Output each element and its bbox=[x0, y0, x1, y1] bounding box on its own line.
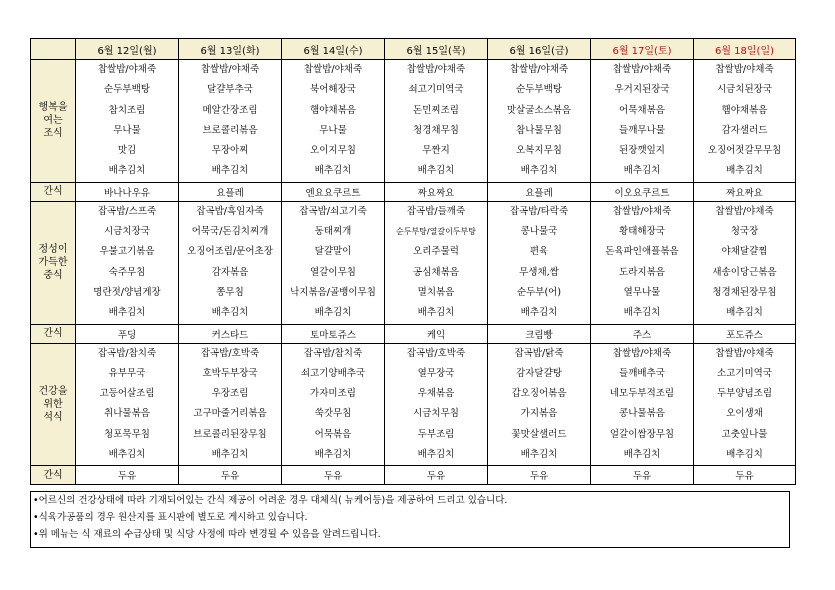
menu-item: 감자볶음 bbox=[211, 266, 249, 278]
menu-item: 순두부탕/열갈이두부탕 bbox=[396, 227, 476, 237]
snack-label: 간식 bbox=[31, 182, 76, 201]
menu-item: 순두부백탕 bbox=[516, 84, 562, 96]
snack-cell: 푸딩 bbox=[76, 324, 179, 343]
menu-item: 취나물볶음 bbox=[104, 408, 150, 420]
snack-cell: 두유 bbox=[488, 466, 591, 485]
menu-item: 배추김치 bbox=[211, 449, 249, 461]
day-header-weekend: 6월 17일(토) bbox=[591, 39, 694, 60]
menu-item: 배추김치 bbox=[211, 307, 249, 319]
menu-item: 햄야채볶음 bbox=[721, 104, 768, 116]
menu-item: 꽃맛살샐러드 bbox=[511, 428, 567, 440]
menu-item: 순두부백탕 bbox=[104, 84, 150, 96]
menu-item: 찹쌀밥/야채죽 bbox=[715, 205, 774, 217]
lunch-day-cell bbox=[591, 201, 694, 324]
menu-item: 배추김치 bbox=[314, 165, 352, 177]
menu-item: 참치조림 bbox=[108, 104, 146, 116]
menu-item: 배추김치 bbox=[520, 165, 558, 177]
menu-item: 가자미조림 bbox=[310, 388, 356, 400]
menu-item: 브로콜리된장무침 bbox=[193, 428, 267, 440]
dinner-day-cell bbox=[591, 343, 694, 466]
menu-item: 열무장국 bbox=[417, 367, 455, 379]
snack-label: 간식 bbox=[31, 324, 76, 343]
menu-item: 감자샐러드 bbox=[721, 124, 768, 136]
snack-cell: 크림빵 bbox=[488, 324, 591, 343]
menu-item: 잡곡밥/참치죽 bbox=[303, 347, 363, 359]
day-header: 6월 15일(목) bbox=[385, 39, 488, 60]
menu-item: 멸치볶음 bbox=[417, 286, 455, 298]
menu-item: 순두부(어) bbox=[516, 286, 562, 298]
menu-item: 맛살굴소스볶음 bbox=[506, 104, 572, 116]
menu-item: 공심채볶음 bbox=[413, 266, 459, 278]
weekly-menu-table bbox=[30, 38, 796, 485]
note-line: •위 메뉴는 식 재료의 수급상태 및 식당 사정에 따라 변경될 수 있음을 알려드립니다. bbox=[33, 529, 381, 540]
menu-item: 잡곡밥/쇠고기죽 bbox=[299, 205, 367, 217]
menu-item: 열갈이무침 bbox=[310, 266, 356, 278]
menu-item: 어묵국/돈김치찌개 bbox=[191, 226, 269, 238]
menu-item: 시금치장국 bbox=[104, 226, 150, 238]
dinner-day-cell bbox=[694, 343, 796, 466]
menu-item: 찹쌀밥/야채죽 bbox=[612, 64, 672, 75]
lunch-day-cell bbox=[694, 201, 796, 324]
menu-item: 햄야채볶음 bbox=[310, 104, 356, 116]
menu-item: 잡곡밥/타락죽 bbox=[509, 205, 569, 217]
menu-item: 청포묵무침 bbox=[104, 428, 150, 440]
snack-cell: 요플레 bbox=[488, 182, 591, 201]
menu-item: 배추김치 bbox=[726, 165, 763, 177]
menu-item: 배추김치 bbox=[417, 307, 455, 319]
menu-item: 들깨무나물 bbox=[619, 124, 665, 136]
day-header: 6월 16일(금) bbox=[488, 39, 591, 60]
menu-item: 찹쌀밥/야채죽 bbox=[406, 64, 466, 75]
menu-item: 네모두부적조림 bbox=[609, 388, 675, 400]
menu-item: 배추김치 bbox=[520, 449, 558, 461]
snack-cell: 두유 bbox=[76, 466, 179, 485]
breakfast-label bbox=[31, 60, 76, 183]
day-header: 6월 13일(화) bbox=[179, 39, 282, 60]
menu-item: 쫑무침 bbox=[216, 286, 244, 298]
menu-item: 배추김치 bbox=[211, 165, 249, 177]
menu-item: 배추김치 bbox=[108, 449, 146, 461]
menu-item: 우거지된장국 bbox=[614, 84, 670, 96]
dinner-day-cell bbox=[76, 343, 179, 466]
note-line: •식육가공품의 경우 원산지를 표시판에 별도로 게시하고 있습니다. bbox=[33, 512, 308, 523]
menu-item: 호박두부장국 bbox=[202, 367, 258, 379]
label-line: 위한 bbox=[43, 398, 63, 410]
breakfast-day-cell bbox=[385, 60, 488, 183]
menu-item: 콩나물볶음 bbox=[619, 408, 665, 420]
menu-item: 시금치된장국 bbox=[716, 84, 773, 96]
snack-cell: 두유 bbox=[591, 466, 694, 485]
menu-item: 숙주무침 bbox=[108, 266, 146, 278]
dinner-row bbox=[31, 343, 796, 466]
breakfast-day-cell bbox=[694, 60, 796, 183]
menu-item: 무나물 bbox=[319, 124, 347, 136]
menu-item: 찹쌀밥/야채죽 bbox=[509, 64, 569, 75]
day-header: 6월 12일(월) bbox=[76, 39, 179, 60]
lunch-day-cell bbox=[488, 201, 591, 324]
note-line: •어르신의 건강상태에 따라 기재되어있는 간식 제공이 어려운 경우 대체식( 뉴케어등)을 제공하여 드리고 있습니다. bbox=[33, 495, 508, 506]
menu-item: 감자달걀탕 bbox=[516, 367, 562, 379]
menu-item: 배추김치 bbox=[726, 449, 763, 461]
menu-item: 된장깻잎지 bbox=[619, 145, 665, 157]
menu-item: 잡곡밥/흑임자죽 bbox=[196, 205, 264, 217]
menu-item: 쇠고기미역국 bbox=[408, 84, 464, 96]
menu-item: 배추김치 bbox=[314, 449, 352, 461]
menu-item: 들깨배추국 bbox=[619, 367, 665, 379]
snack-cell: 케익 bbox=[385, 324, 488, 343]
dinner-day-cell bbox=[282, 343, 385, 466]
label-line: 조식 bbox=[43, 128, 63, 140]
menu-item: 잡곡밥/호박죽 bbox=[200, 347, 260, 359]
menu-item: 배추김치 bbox=[520, 307, 558, 319]
menu-item: 배추김치 bbox=[417, 449, 455, 461]
menu-item: 황태해장국 bbox=[619, 226, 665, 238]
snack-cell: 커스타드 bbox=[179, 324, 282, 343]
lunch-day-cell bbox=[385, 201, 488, 324]
day-header-weekend: 6월 18일(일) bbox=[694, 39, 796, 60]
lunch-day-cell bbox=[282, 201, 385, 324]
menu-item: 배추김치 bbox=[623, 449, 661, 461]
lunch-day-cell bbox=[76, 201, 179, 324]
menu-item: 돈육파인애플볶음 bbox=[605, 246, 679, 258]
lunch-label bbox=[31, 201, 76, 324]
menu-item: 시금치무침 bbox=[413, 408, 459, 420]
corner-cell bbox=[31, 39, 76, 60]
menu-item: 우채볶음 bbox=[417, 388, 455, 400]
menu-item: 콩나물국 bbox=[520, 226, 558, 238]
menu-item: 청국장 bbox=[730, 226, 759, 238]
menu-item: 잡곡밥/호박죽 bbox=[406, 347, 466, 359]
menu-item: 북어해장국 bbox=[310, 84, 356, 96]
menu-item: 쇠고기양배추국 bbox=[300, 367, 366, 379]
menu-item: 잡곡밥/참치죽 bbox=[97, 347, 157, 359]
menu-item: 오복지무침 bbox=[516, 145, 562, 157]
menu-item: 무나물 bbox=[113, 124, 141, 136]
menu-item: 배추김치 bbox=[108, 307, 146, 319]
menu-item: 청경채무침 bbox=[413, 124, 459, 136]
menu-item: 잡곡밥/닭죽 bbox=[514, 347, 564, 359]
label-line: 정성이 bbox=[38, 244, 68, 256]
snack-cell: 토마토쥬스 bbox=[282, 324, 385, 343]
menu-item: 오리주물럭 bbox=[413, 246, 459, 258]
menu-item: 두부양념조림 bbox=[716, 388, 773, 400]
menu-item: 편육 bbox=[529, 246, 549, 258]
menu-item: 열무나물 bbox=[623, 286, 661, 298]
menu-item: 우불고기볶음 bbox=[99, 246, 155, 258]
label-line: 건강을 bbox=[38, 385, 68, 397]
breakfast-row bbox=[31, 60, 796, 183]
menu-item: 찹쌀밥/야채죽 bbox=[612, 205, 672, 217]
label-line: 가득한 bbox=[38, 257, 68, 269]
snack-cell: 주스 bbox=[591, 324, 694, 343]
menu-item: 두부조림 bbox=[417, 428, 455, 440]
menu-item: 찹쌀밥/야채죽 bbox=[303, 64, 363, 75]
dinner-day-cell bbox=[488, 343, 591, 466]
snack-row bbox=[31, 324, 796, 343]
menu-item: 돈민찌조림 bbox=[413, 104, 459, 116]
menu-item: 동태찌개 bbox=[314, 226, 352, 238]
menu-item: 어묵볶음 bbox=[314, 428, 352, 440]
snack-row bbox=[31, 182, 796, 201]
menu-item: 무장아찌 bbox=[211, 145, 249, 157]
menu-item: 찹쌀밥/야채죽 bbox=[97, 64, 157, 75]
menu-item: 우장조림 bbox=[211, 388, 249, 400]
menu-item: 고구마줄거리볶음 bbox=[193, 408, 267, 420]
breakfast-day-cell bbox=[282, 60, 385, 183]
menu-item: 달걀부추국 bbox=[207, 84, 253, 96]
header-row bbox=[31, 39, 796, 60]
snack-cell: 두유 bbox=[179, 466, 282, 485]
breakfast-day-cell bbox=[76, 60, 179, 183]
dinner-day-cell bbox=[179, 343, 282, 466]
menu-item: 찹쌀밥/야채죽 bbox=[200, 64, 260, 75]
label-line: 석식 bbox=[43, 411, 63, 423]
snack-cell: 두유 bbox=[694, 466, 796, 485]
menu-item: 청경채된장무침 bbox=[712, 286, 777, 298]
snack-cell: 두유 bbox=[282, 466, 385, 485]
menu-item: 쑥갓무침 bbox=[314, 408, 352, 420]
dinner-day-cell bbox=[385, 343, 488, 466]
menu-item: 오징어젓갈무무침 bbox=[707, 145, 782, 157]
menu-item: 브로콜리볶음 bbox=[202, 124, 258, 136]
menu-item: 맛김 bbox=[117, 145, 137, 157]
menu-item: 갑오징어볶음 bbox=[511, 388, 567, 400]
menu-item: 야채달걀찜 bbox=[721, 246, 768, 258]
menu-item: 메알간장조림 bbox=[202, 104, 258, 116]
snack-cell: 포도쥬스 bbox=[694, 324, 796, 343]
snack-cell: 이오요쿠르트 bbox=[591, 182, 694, 201]
lunch-day-cell bbox=[179, 201, 282, 324]
snack-label: 간식 bbox=[31, 466, 76, 485]
menu-item: 어묵채볶음 bbox=[619, 104, 665, 116]
menu-item: 배추김치 bbox=[314, 307, 352, 319]
snack-cell: 짜요짜요 bbox=[694, 182, 796, 201]
menu-item: 유부무국 bbox=[108, 367, 146, 379]
menu-item: 고춧잎나물 bbox=[721, 428, 768, 440]
dinner-label bbox=[31, 343, 76, 466]
snack-cell: 바나나우유 bbox=[76, 182, 179, 201]
menu-item: 고등어살조림 bbox=[99, 388, 155, 400]
menu-item: 찹쌀밥/야채죽 bbox=[612, 347, 672, 359]
lunch-row bbox=[31, 201, 796, 324]
menu-item: 배추김치 bbox=[623, 307, 661, 319]
menu-item: 배추김치 bbox=[108, 165, 146, 177]
menu-item: 명란젓/양념게장 bbox=[93, 286, 161, 298]
snack-cell: 두유 bbox=[385, 466, 488, 485]
menu-item: 낙지볶음/골뱅이무침 bbox=[290, 286, 376, 298]
menu-item: 찹쌀밥/야채죽 bbox=[715, 347, 774, 359]
label-line: 행복을 bbox=[38, 102, 68, 114]
menu-item: 얼갈이쌈장무침 bbox=[609, 428, 675, 440]
menu-item: 무짠지 bbox=[422, 145, 450, 157]
menu-item: 무생채,쌈 bbox=[519, 266, 559, 278]
menu-item: 배추김치 bbox=[417, 165, 455, 177]
menu-item: 참나물무침 bbox=[516, 124, 562, 136]
menu-item: 달걀말이 bbox=[314, 246, 352, 258]
menu-item: 오이지무침 bbox=[310, 145, 356, 157]
menu-item: 배추김치 bbox=[726, 307, 763, 319]
label-line: 중식 bbox=[43, 270, 63, 282]
menu-item: 가지볶음 bbox=[520, 408, 558, 420]
menu-item: 소고기미역국 bbox=[716, 367, 773, 379]
menu-item: 새송이당근볶음 bbox=[712, 266, 777, 278]
breakfast-day-cell bbox=[179, 60, 282, 183]
menu-item: 오이생채 bbox=[726, 408, 763, 420]
breakfast-day-cell bbox=[591, 60, 694, 183]
menu-item: 도라지볶음 bbox=[619, 266, 665, 278]
day-header: 6월 14일(수) bbox=[282, 39, 385, 60]
breakfast-day-cell bbox=[488, 60, 591, 183]
menu-item: 찹쌀밥/야채죽 bbox=[715, 64, 774, 75]
menu-item: 잡곡밥/들깨죽 bbox=[406, 205, 466, 217]
snack-cell: 짜요짜요 bbox=[385, 182, 488, 201]
snack-row bbox=[31, 466, 796, 485]
menu-item: 오징어조림/문어초장 bbox=[187, 246, 273, 258]
notes-box bbox=[30, 491, 790, 548]
snack-cell: 요플레 bbox=[179, 182, 282, 201]
snack-cell: 엔요요쿠르트 bbox=[282, 182, 385, 201]
menu-item: 잡곡밥/스프죽 bbox=[97, 205, 157, 217]
label-line: 여는 bbox=[43, 115, 63, 127]
menu-item: 배추김치 bbox=[623, 165, 661, 177]
